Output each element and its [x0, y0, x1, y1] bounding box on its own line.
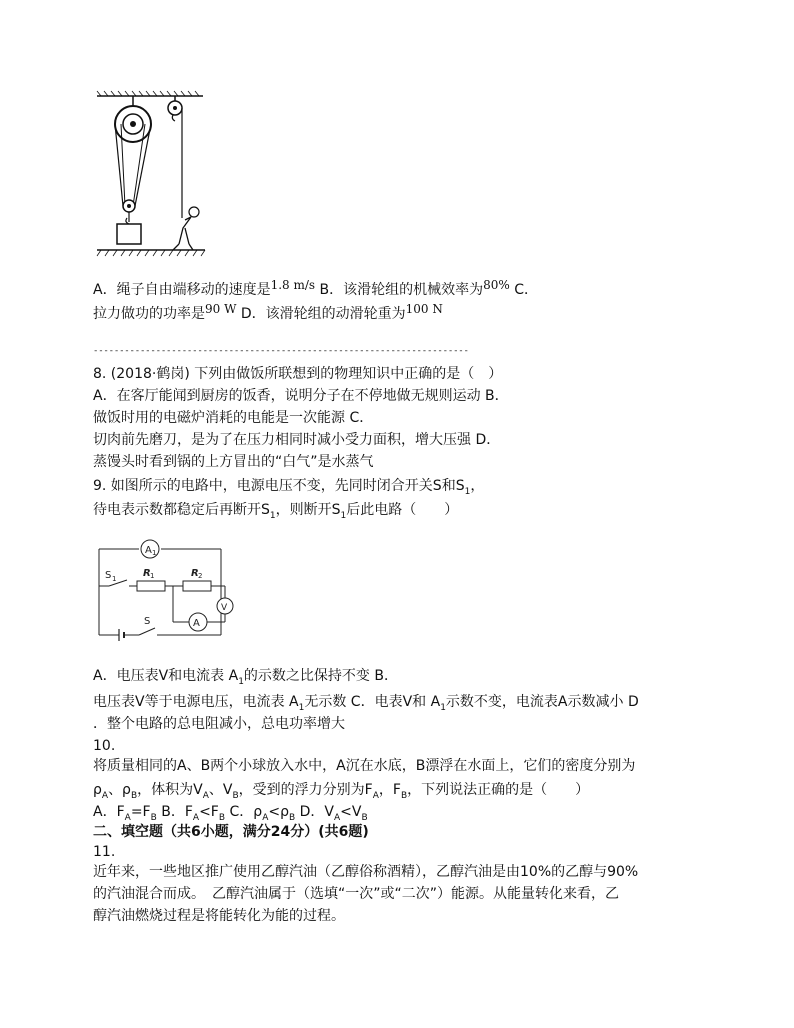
- q10-opt-b: B．F: [156, 804, 193, 820]
- q10-opt-t1: =F: [130, 804, 151, 820]
- q9-opt2-text-c: 示数不变，电流表A示数减小 D: [445, 694, 639, 710]
- q10-opt-t3: <F: [199, 804, 219, 820]
- q10-rho-b: 、ρ: [108, 782, 131, 798]
- a1-meter-sub: 1: [152, 549, 157, 557]
- q7-option-a-text: A．绳子自由端移动的速度是: [93, 282, 271, 298]
- q11-number: 11.: [93, 844, 116, 860]
- q10-opt-s4: B: [218, 812, 226, 823]
- q7-options-line1: [93, 280, 538, 300]
- q9-stem2-text-b: ，则断开S: [275, 502, 341, 518]
- q9-stem1-text: 9. 如图所示的电路中，电源电压不变，先同时闭合开关S和S: [93, 478, 465, 494]
- q7-option-c-value: 90 W: [205, 302, 237, 316]
- section2-heading: 二、填空题（共6小题，满分24分）(共6题): [93, 824, 369, 840]
- q10-sub-fa: A: [372, 790, 379, 801]
- circuit-diagram: [95, 536, 237, 642]
- s1-switch-label: S: [105, 570, 112, 581]
- r2-label: R: [191, 568, 199, 579]
- q8-option-line1: A．在客厅能闻到厨房的饭香，说明分子在不停地做无规则运动 B．: [93, 388, 509, 404]
- s-switch-label: S: [144, 616, 151, 627]
- q9-stem-line2: [93, 500, 458, 526]
- q10-opt-s5: A: [262, 812, 269, 823]
- q9-stem-line1: [93, 476, 484, 502]
- q10-sub-vb: B: [232, 790, 239, 801]
- pulley-diagram: [93, 88, 208, 260]
- q9-stem2-sub1: 1: [269, 510, 276, 521]
- r1-sub: 1: [150, 572, 155, 580]
- q7-option-c-label: C．: [509, 282, 539, 298]
- a1-meter-label: A: [145, 545, 152, 556]
- q10-sub-va: A: [202, 790, 209, 801]
- q10-opt-t7: <V: [340, 804, 362, 820]
- q9-option-line3: ．整个电路的总电阻减小，总电功率增大: [93, 716, 345, 732]
- s1-switch-sub: 1: [112, 575, 117, 583]
- q10-text-volume: ，体积为V: [137, 782, 203, 798]
- q9-stem2-sub2: 1: [340, 510, 347, 521]
- q10-stem-line1: 将质量相同的A、B两个小球放入水中，A沉在水底，B漂浮在水面上，它们的密度分别为: [93, 758, 636, 774]
- q7-option-c-text: 拉力做功的功率是: [93, 306, 205, 322]
- q9-opt1-text-b: 的示数之比保持不变 B．: [243, 668, 398, 684]
- q7-option-d-text: D．该滑轮组的动滑轮重为: [236, 306, 406, 322]
- q7-option-d-value: 100 N: [405, 302, 443, 316]
- q10-opt-s2: B: [150, 812, 157, 823]
- q10-sub-b: B: [130, 790, 138, 801]
- q10-number: 10.: [93, 738, 116, 754]
- q9-opt1-text-a: A．电压表V和电流表 A: [93, 668, 239, 684]
- q10-opt-s8: B: [361, 812, 368, 823]
- q10-text-fb: ，F: [378, 782, 401, 798]
- q9-opt2-text-b: 无示数 C．电表V和 A: [304, 694, 441, 710]
- q10-opt-d: D．V: [295, 804, 334, 820]
- q9-opt2-text-a: 电压表V等于电源电压，电流表 A: [93, 694, 299, 710]
- q7-options-line2: [93, 304, 443, 324]
- q11-line3: 醇汽油燃烧过程是将能转化为能的过程。: [93, 908, 345, 924]
- r1-label: R: [143, 568, 151, 579]
- q11-line1: 近年来，一些地区推广使用乙醇汽油（乙醇俗称酒精），乙醇汽油是由10%的乙醇与90%: [93, 864, 639, 880]
- q9-opt2-sub2: 1: [440, 702, 446, 713]
- q9-stem2-text-a: 待电表示数都稳定后再断开S: [93, 502, 270, 518]
- v-meter-label: V: [221, 603, 228, 613]
- q8-option-line3: 切肉前先磨刀，是为了在压力相同时减小受力面积，增大压强 D．: [93, 432, 501, 448]
- q7-option-b-value: 80%: [483, 278, 510, 292]
- q10-opt-s1: A: [124, 812, 131, 823]
- q10-opt-s3: A: [192, 812, 200, 823]
- q11-line2: 的汽油混合而成。 乙醇汽油属于（选填“一次”或“二次”）能源。从能量转化来看，乙: [93, 886, 620, 902]
- q8-option-line4: 蒸馒头时看到锅的上方冒出的“白气”是水蒸气: [93, 454, 374, 470]
- r2-sub: 2: [198, 572, 203, 580]
- q9-stem2-text-c: 后此电路（ ）: [346, 502, 459, 518]
- q7-option-a-value: 1.8 m/s: [270, 278, 316, 292]
- q7-option-b-text: B．该滑轮组的机械效率为: [315, 282, 484, 298]
- q10-text-force: ，受到的浮力分别为F: [238, 782, 373, 798]
- q10-rho-a: ρ: [93, 782, 102, 798]
- a-meter-label: A: [193, 618, 200, 629]
- q9-stem1-end: ，: [470, 478, 485, 494]
- q9-stem1-sub: 1: [464, 486, 471, 497]
- q8-option-line2: 做饭时用的电磁炉消耗的电能是一次能源 C．: [93, 410, 374, 426]
- separator-line: ------------------------------------------------------------------------: [93, 346, 469, 356]
- q10-opt-s6: B: [288, 812, 296, 823]
- q10-text-vb: 、V: [208, 782, 233, 798]
- q10-opt-t5: <ρ: [268, 804, 289, 820]
- q10-opt-c: C．ρ: [225, 804, 263, 820]
- q10-opt-s7: A: [333, 812, 341, 823]
- q9-opt2-sub1: 1: [298, 702, 305, 713]
- q10-sub-fb: B: [400, 790, 408, 801]
- q9-option-line1: [93, 666, 398, 692]
- q9-opt1-sub: 1: [238, 676, 244, 687]
- q8-stem: 8. (2018·鹤岗) 下列由做饭所联想到的物理知识中正确的是（ ）: [93, 366, 503, 382]
- q10-sub-a: A: [101, 790, 109, 801]
- q10-text-end: ，下列说法正确的是（ ）: [407, 782, 590, 798]
- q10-opt-a: A．F: [93, 804, 125, 820]
